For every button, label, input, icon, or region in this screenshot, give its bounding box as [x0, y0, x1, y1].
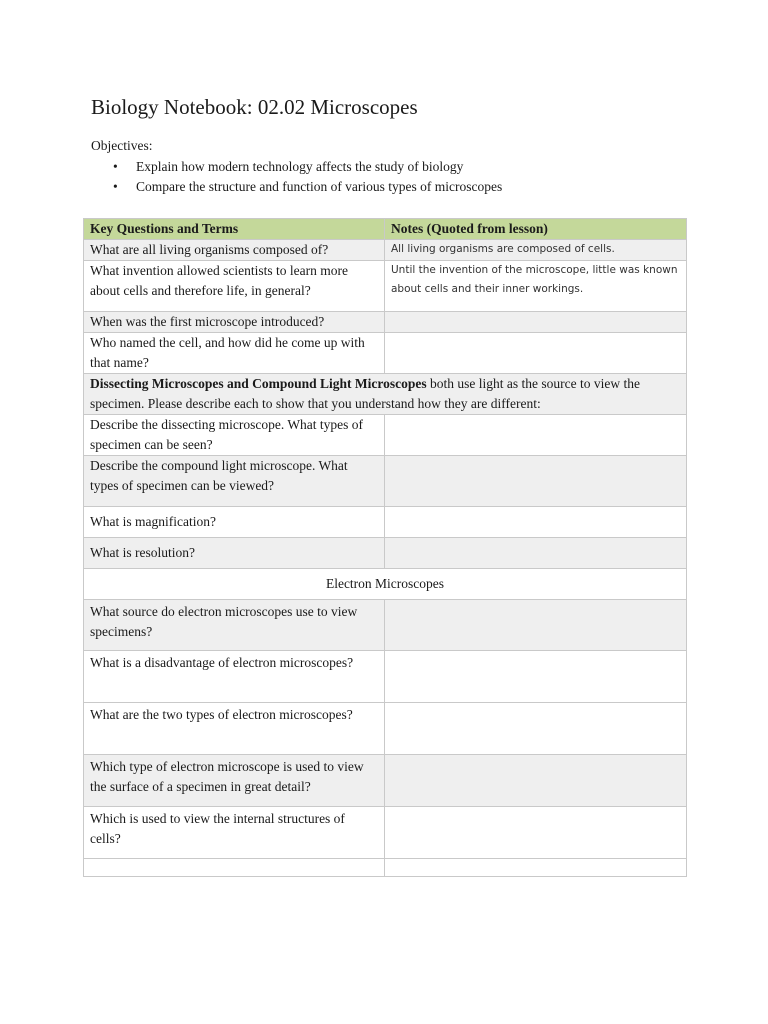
table-row: [84, 807, 687, 859]
table-row: [84, 600, 687, 651]
section-row: [84, 569, 687, 600]
table-row: [84, 415, 687, 456]
question-cell: What source do electron microscopes use to view specimens?: [84, 600, 385, 651]
table-row: [84, 261, 687, 312]
notes-cell[interactable]: [385, 456, 687, 507]
table-row: [84, 456, 687, 507]
table-row: [84, 312, 687, 333]
notes-cell[interactable]: [385, 703, 687, 755]
table-row: [84, 240, 687, 261]
objectives-list: [91, 157, 502, 197]
question-cell: What are all living organisms composed of?: [84, 240, 385, 261]
question-cell: What are the two types of electron microscopes?: [84, 703, 385, 755]
question-cell: What is a disadvantage of electron microscopes?: [84, 651, 385, 703]
notes-cell[interactable]: [385, 651, 687, 703]
question-cell: Describe the dissecting microscope. What types of specimen can be seen?: [84, 415, 385, 456]
notes-cell[interactable]: [385, 507, 687, 538]
question-cell: What invention allowed scientists to learn more about cells and therefore life, in general?: [84, 261, 385, 312]
section-electron-microscopes: Electron Microscopes: [84, 569, 687, 600]
objectives-label: Objectives:: [91, 138, 153, 153]
notes-cell[interactable]: [385, 312, 687, 333]
table-row: [84, 507, 687, 538]
notes-cell[interactable]: Until the invention of the microscope, little was known about cells and their inner workings.: [385, 261, 687, 312]
question-cell: Which is used to view the internal structures of cells?: [84, 807, 385, 859]
table-row: [84, 538, 687, 569]
question-cell: Describe the compound light microscope. What types of specimen can be viewed?: [84, 456, 385, 507]
notes-cell[interactable]: All living organisms are composed of cells.: [385, 240, 687, 261]
objective-item: • Compare the structure and function of various types of microscopes: [91, 177, 502, 197]
notes-cell[interactable]: [385, 538, 687, 569]
section-bold-text: Dissecting Microscopes and Compound Light Microscopes: [90, 376, 427, 391]
notes-cell[interactable]: [385, 415, 687, 456]
header-notes: Notes (Quoted from lesson): [385, 219, 687, 240]
notes-cell[interactable]: [385, 755, 687, 807]
table-row: [84, 333, 687, 374]
section-text: both use light as the source to view the specimen. Please describe each to show that you understand how they are different:: [90, 376, 640, 411]
notes-cell[interactable]: [385, 600, 687, 651]
section-dissecting-compound: [84, 374, 687, 415]
question-cell: Who named the cell, and how did he come up with that name?: [84, 333, 385, 374]
table-row: [84, 755, 687, 807]
table-row: [84, 859, 687, 877]
notes-cell[interactable]: [385, 859, 687, 877]
notes-cell[interactable]: [385, 807, 687, 859]
question-cell: What is resolution?: [84, 538, 385, 569]
question-cell: What is magnification?: [84, 507, 385, 538]
objective-item: • Explain how modern technology affects the study of biology: [91, 157, 502, 177]
question-cell: When was the first microscope introduced?: [84, 312, 385, 333]
question-cell: Which type of electron microscope is used to view the surface of a specimen in great detail?: [84, 755, 385, 807]
table-header-row: [84, 219, 687, 240]
table-row: [84, 651, 687, 703]
notes-table: [83, 218, 687, 877]
page-title: Biology Notebook: 02.02 Microscopes: [91, 95, 418, 119]
header-key-questions: Key Questions and Terms: [84, 219, 385, 240]
table-row: [84, 703, 687, 755]
notes-cell[interactable]: [385, 333, 687, 374]
section-row: [84, 374, 687, 415]
question-cell: [84, 859, 385, 877]
